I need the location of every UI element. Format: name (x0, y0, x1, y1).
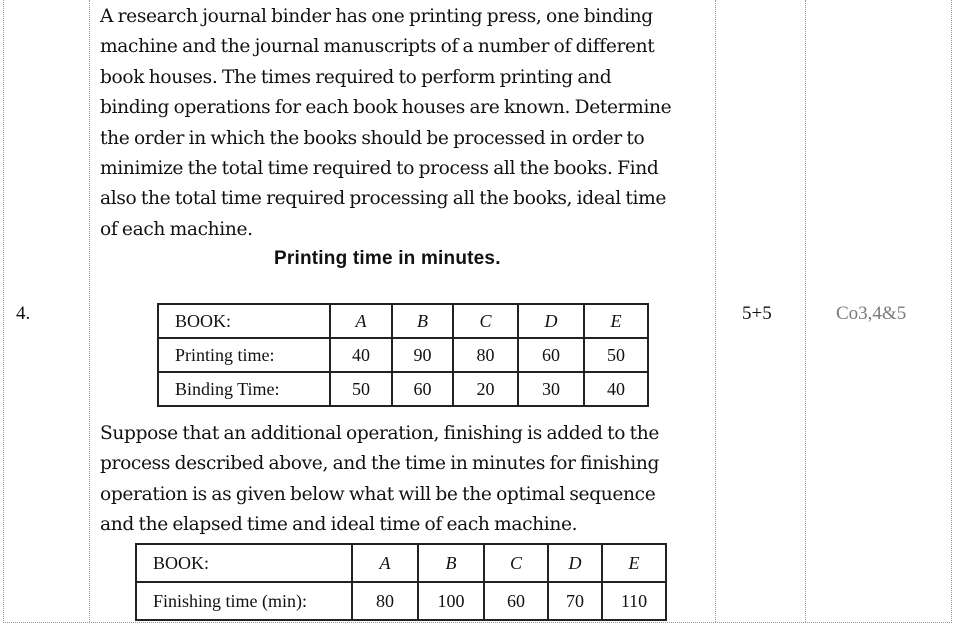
table-cell: Finishing time (min): (136, 582, 352, 620)
table-cell: E (602, 544, 666, 582)
paragraph-line: book houses. The times required to perform printing and (100, 66, 612, 88)
table-cell: B (418, 544, 484, 582)
table-cell: Binding Time: (158, 372, 330, 406)
table-cell: D (548, 544, 602, 582)
table-row (158, 338, 648, 372)
table-cell: 40 (584, 372, 648, 406)
table-cell: 60 (518, 338, 584, 372)
question-paragraph-2 (100, 419, 712, 541)
table-cell: 80 (453, 338, 518, 372)
table-cell: 40 (330, 338, 392, 372)
column-divider-3 (805, 0, 806, 622)
table-cell: E (584, 304, 648, 338)
table-caption: Printing time in minutes. (274, 248, 501, 269)
paragraph-line: binding operations for each book houses are known. Determine (100, 97, 672, 119)
table-cell: A (330, 304, 392, 338)
paragraph-line: machine and the journal manuscripts of a number of different (100, 36, 655, 58)
paragraph-line: the order in which the books should be processed in order to (100, 127, 645, 149)
paragraph-line: and the elapsed time and ideal time of each machine. (100, 514, 578, 536)
printing-binding-table (157, 303, 649, 407)
table-cell: D (518, 304, 584, 338)
table-cell: 60 (392, 372, 453, 406)
table-cell: BOOK: (158, 304, 330, 338)
table-cell: 60 (484, 582, 548, 620)
table-cell: 100 (418, 582, 484, 620)
paragraph-line: of each machine. (100, 218, 253, 240)
table-cell: A (352, 544, 418, 582)
paragraph-line: process described above, and the time in minutes for finishing (100, 453, 660, 475)
marks-value: 5+5 (742, 303, 772, 324)
table-cell: 20 (453, 372, 518, 406)
table-cell: 70 (548, 582, 602, 620)
question-paragraph-1 (100, 2, 712, 245)
paragraph-line: operation is as given below what will be the optimal sequence (100, 483, 656, 505)
table-cell: 80 (352, 582, 418, 620)
table-cell: 90 (392, 338, 453, 372)
table-cell: C (484, 544, 548, 582)
table-row (158, 372, 648, 406)
table-cell: 110 (602, 582, 666, 620)
paragraph-line: also the total time required processing all the books, ideal time (100, 188, 667, 210)
column-divider-1 (89, 0, 90, 622)
table-cell: 30 (518, 372, 584, 406)
table-cell: B (392, 304, 453, 338)
table-cell: Printing time: (158, 338, 330, 372)
table-row (136, 582, 666, 620)
table-header-row (158, 304, 648, 338)
question-number: 4. (16, 303, 31, 324)
table-cell: 50 (330, 372, 392, 406)
table-header-row (136, 544, 666, 582)
finishing-time-table (135, 543, 667, 621)
paragraph-line: minimize the total time required to process all the books. Find (100, 158, 659, 180)
table-cell: 50 (584, 338, 648, 372)
course-outcome-value: Co3,4&5 (836, 303, 907, 324)
table-cell: BOOK: (136, 544, 352, 582)
paragraph-line: Suppose that an additional operation, finishing is added to the (100, 423, 659, 444)
paragraph-line: A research journal binder has one printing press, one binding (100, 6, 653, 27)
column-divider-2 (715, 0, 716, 622)
table-cell: C (453, 304, 518, 338)
